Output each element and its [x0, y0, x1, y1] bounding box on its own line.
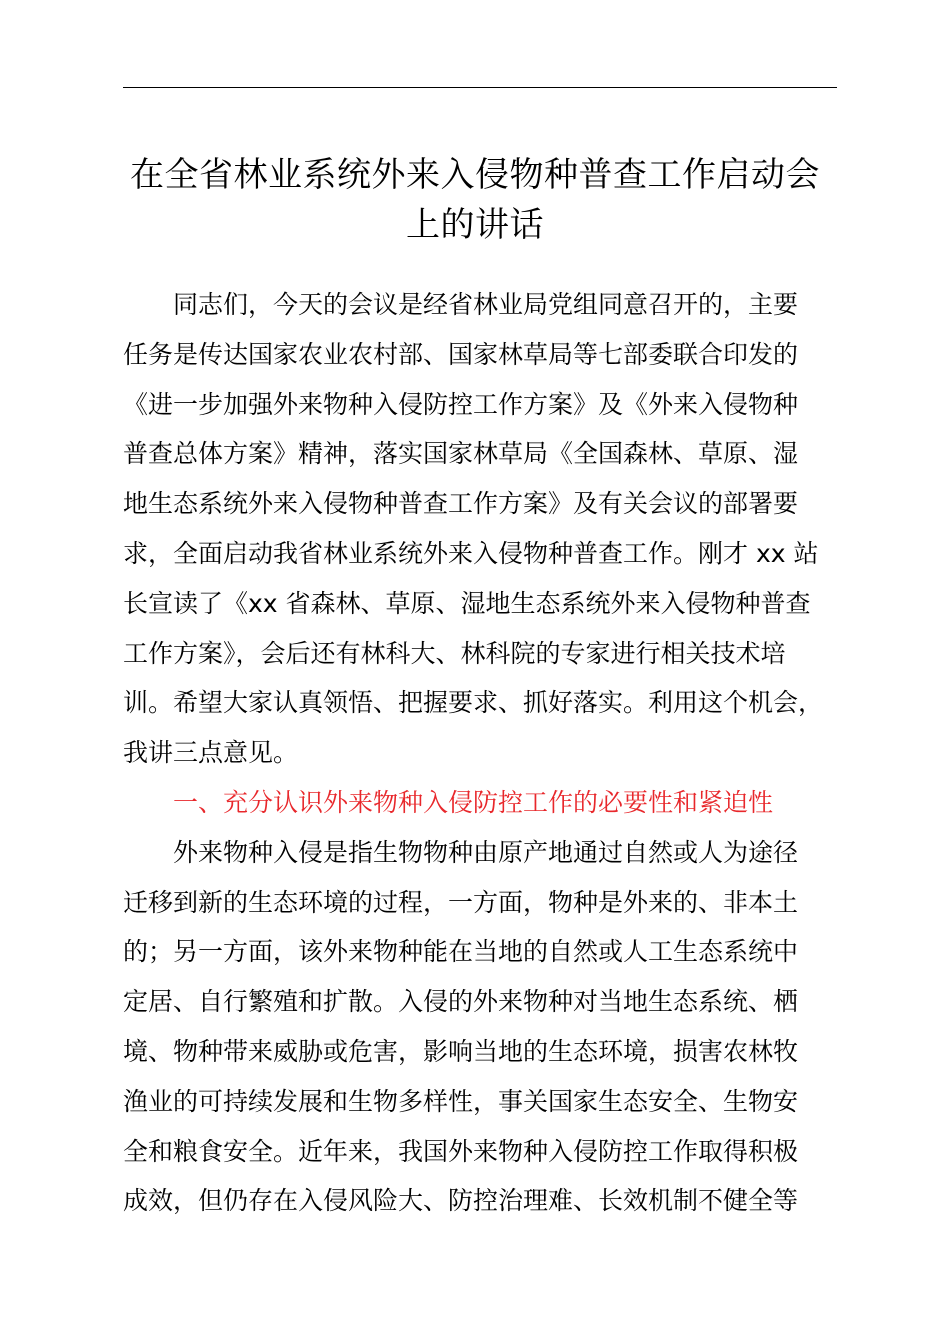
title-line: 上的讲话: [406, 205, 544, 245]
text-line: 长宣读了《xx 省森林、草原、湿地生态系统外来入侵物种普查: [123, 588, 811, 618]
header-rule: [123, 87, 837, 88]
section-heading: [123, 778, 863, 828]
text-line: 全和粮食安全。近年来，我国外来物种入侵防控工作取得积极: [123, 1136, 799, 1166]
text-line: 任务是传达国家农业农村部、国家林草局等七部委联合印发的: [123, 339, 799, 369]
section-heading-text: 一、充分认识外来物种入侵防控工作的必要性和紧迫性: [173, 787, 774, 817]
document-body: [123, 280, 863, 1226]
text-line: 《进一步加强外来物种入侵防控工作方案》及《外来入侵物种: [123, 389, 799, 419]
text-line: 境、物种带来威胁或危害，影响当地的生态环境，损害农林牧: [123, 1036, 799, 1066]
text-line: 工作方案》，会后还有林科大、林科院的专家进行相关技术培: [123, 638, 786, 668]
text-line-content: 外来物种入侵是指生物物种由原产地通过自然或人为途径: [173, 837, 799, 867]
text-line: 渔业的可持续发展和生物多样性，事关国家生态安全、生物安: [123, 1086, 799, 1116]
text-line: 训。希望大家认真领悟、把握要求、抓好落实。利用这个机会，: [123, 688, 824, 718]
text-line: 成效，但仍存在入侵风险大、防控治理难、长效机制不健全等: [123, 1186, 799, 1216]
text-line: 的；另一方面，该外来物种能在当地的自然或人工生态系统中: [123, 937, 799, 967]
text-line: 普查总体方案》精神，落实国家林草局《全国森林、草原、湿: [123, 439, 799, 469]
title-line: 在全省林业系统外来入侵物种普查工作启动会: [130, 155, 820, 195]
text-line: 定居、自行繁殖和扩散。入侵的外来物种对当地生态系统、栖: [123, 987, 799, 1017]
document-title: [100, 150, 850, 250]
paragraph-intro: [123, 280, 863, 778]
text-line: 我讲三点意见。: [123, 738, 299, 768]
text-line: [123, 828, 863, 878]
paragraph-body: [123, 828, 863, 1226]
text-line: 地生态系统外来入侵物种普查工作方案》及有关会议的部署要: [123, 489, 799, 519]
text-line: [123, 280, 863, 330]
text-line: 求，全面启动我省林业系统外来入侵物种普查工作。刚才 xx 站: [123, 538, 819, 568]
text-line: 迁移到新的生态环境的过程，一方面，物种是外来的、非本土: [123, 887, 799, 917]
text-line-content: 同志们，今天的会议是经省林业局党组同意召开的，主要: [173, 290, 799, 319]
